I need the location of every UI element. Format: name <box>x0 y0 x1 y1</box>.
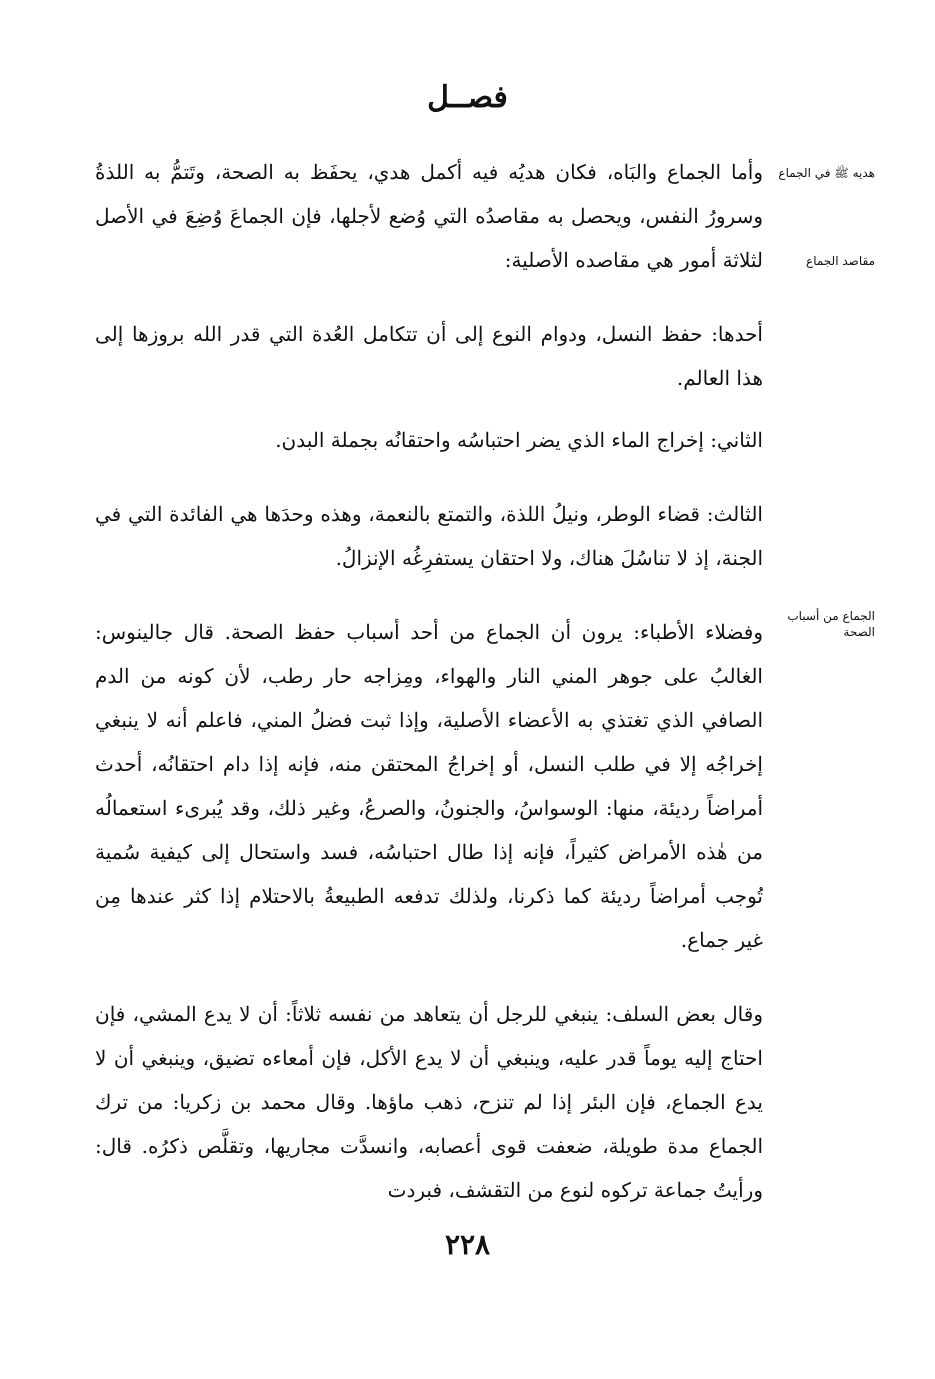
paragraph: وقال بعض السلف: ينبغي للرجل أن يتعاهد من نفسه ثلاثاً: أن لا يدع المشي، فإن احتاج إليه يوماً قدر عليه، وينبغي أن لا يدع الأكل، فإن أمعاءه تضيق، وينبغي أن لا يدع الجماع، فإن البئر إذا لم تنزح، ذهب ماؤها. وقال محمد بن زكريا: من ترك الجماع مدة طويلة، ضعفت قوى أعصابه، وانسدَّت مجاريها، وتقلَّص ذكرُه. قال: ورأيتُ جماعة تركوه لنوع من التقشف، فبردت <box>95 1002 763 1202</box>
paragraph: وأما الجماع والبَاه، فكان هديُه فيه أكمل هدي، يحفَظ به الصحة، وتَتمُّ به اللذةُ وسرورُ النفس، ويحصل به مقاصدُه التي وُضع لأجلها، فإن الجماعَ وُضِعَ في الأصل لثلاثة أمور هي مقاصده الأصلية: <box>95 160 763 272</box>
page-number: ٢٢٨ <box>444 1228 491 1261</box>
margin-note-purposes: مقاصد الجماع <box>806 254 875 268</box>
body-text <box>95 150 763 1242</box>
margin-note-guidance: هديه ﷺ في الجماع <box>778 166 875 180</box>
paragraph: الثالث: قضاء الوطر، ونيلُ اللذة، والتمتع بالنعمة، وهذه وحدَها هي الفائدة التي في الجنة، إذ لا تناسُلَ هناك، ولا احتقان يستفرِغُه الإنزالُ. <box>95 502 763 570</box>
paragraph: وفضلاء الأطباء: يرون أن الجماع من أحد أسباب حفظ الصحة. قال جالينوس: الغالبُ على جوهر المني النار والهواء، ومِزاجه حار رطب، لأن كونه من الدم الصافي الذي تغتذي به الأعضاء الأصلية، وإذا ثبت فضلُ المني، فاعلم أنه لا ينبغي إخراجُه إلا في طلب النسل، أو إخراجُ المحتقن منه، فإنه إذا دام احتقانُه، أحدث أمراضاً رديئة، منها: الوسواسُ، والجنونُ، والصرعُ، وغير ذلك، وقد يُبرىء استعمالُه من هٰذه الأمراض كثيراً، فإنه إذا طال احتباسُه، فسد واستحال إلى كيفية سُمية تُوجب أمراضاً رديئة كما ذكرنا، ولذلك تدفعه الطبيعةُ بالاحتلام إذا كثر عندها مِن غير جماع. <box>95 620 763 952</box>
paragraph: الثاني: إخراج الماء الذي يضر احتباسُه واحتقانُه بجملة البدن. <box>275 428 763 452</box>
paragraph: أحدها: حفظ النسل، ودوام النوع إلى أن تتكامل العُدة التي قدر الله بروزها إلى هذا العالم. <box>95 322 763 390</box>
page-title: فصــل <box>427 80 508 115</box>
margin-note-health: الجماع من أسباب الصحة <box>787 609 875 639</box>
